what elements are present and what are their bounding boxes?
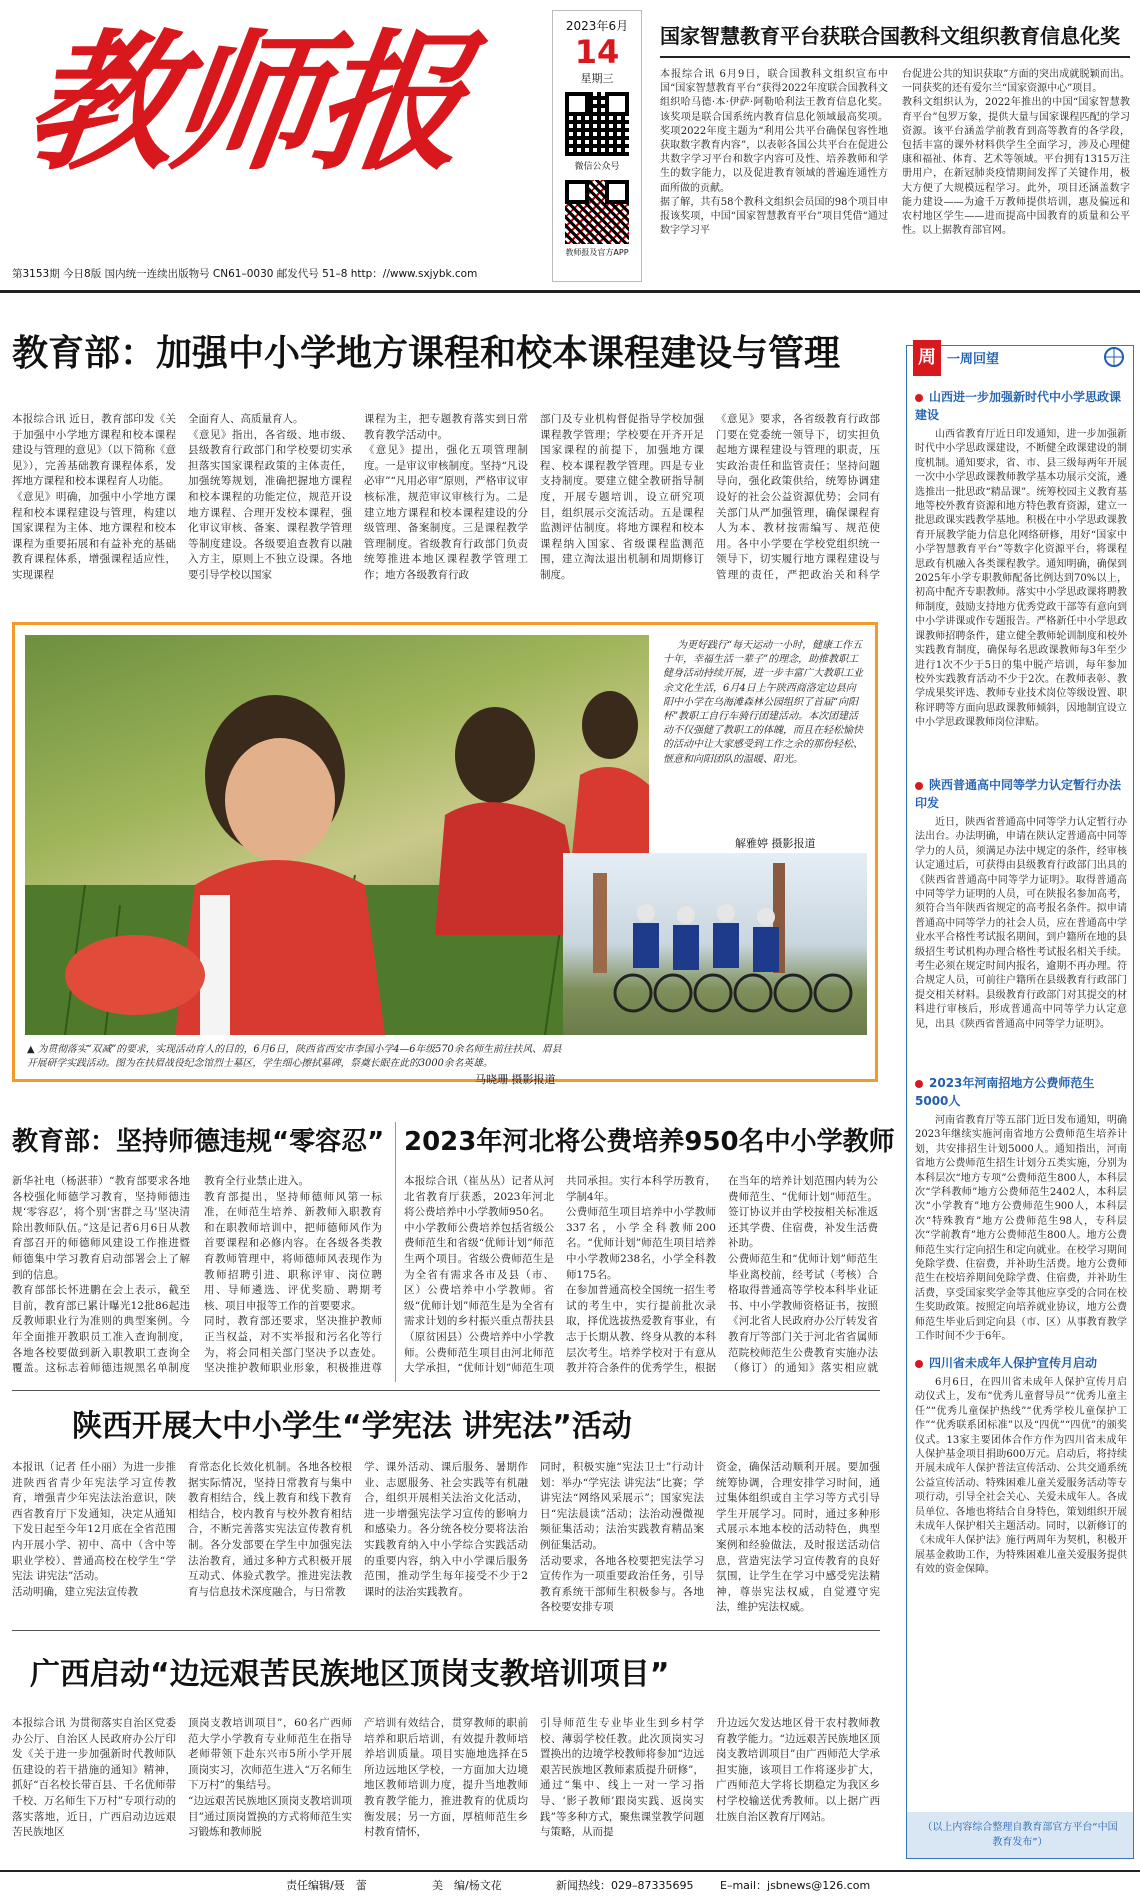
bullet-icon	[915, 1080, 923, 1088]
globe-icon	[1103, 346, 1125, 368]
ethics-col: 教育全行业禁止进入。 教育部提出，坚持师德师风第一标准，在师范生培养、新教师入职教育和在职教师培训中，把师德师风作为首要课程和必修内容。在各级各类教育教师管理中，将师德师风表现作为教师招聘引进、职称评审、岗位聘用、导师遴选、评优奖励、聘期考核、项目申报等工作的首要要求。 同时，教育部还要求，坚决推护教师正当权益，对不实举报和污名化等行为，将会同相关部门坚决予以查处。坚决推护教师职业形象，积极推进尊	[204, 1175, 382, 1374]
guangxi-col: 产培训有效结合，贯穿教师的职前培养和职后培训，有效提升教师培养培训质量。项目实施地选择在5所边远地区学校，一方面加大边境地区教师培训力度，提升当地教师教育教学能力，推进教育的优质均衡发展；另一方面，厚植师范生乡村教育情怀，	[364, 1717, 528, 1839]
main-story-headline: 教育部：加强中小学地方课程和校本课程建设与管理	[12, 333, 841, 374]
shaanxi-body	[12, 1460, 880, 1620]
top-story-headline: 国家智慧教育平台获联合国教科文组织教育信息化奖	[660, 22, 1130, 58]
footer-designer: 美 编/杨文花	[432, 1879, 502, 1892]
hebei-col: 本报综合讯（崔丛丛）记者从河北省教育厅获悉，2023年河北将公费培养中小学教师950名。 中小学教师公费培养包括省级公费师范生和省级“优师计划”师范生两个项目。省级公费师范生是为全省有需求各市及县（市、区）公费培养中小学教师。省级“优师计划”师范生是为全省有需求计划的乡村振兴重点帮扶县（原贫困县）公费培养中小学教师。公费师范生项目由河北师范大学承担，“优师计划”师范生项	[404, 1175, 554, 1374]
photo-students-planting[interactable]	[25, 635, 649, 1035]
shaanxi-col: 学、课外活动、课后服务、暑期作业、志愿服务、社会实践等有机融合，组织开展相关法治文化活动，进一步增强宪法学习宣传的影响力和感染力。各分统各校分要将法治实践教育纳入中小学综合实践活动的重要内容，纳入中小学课后服务范围，推动学生每年接受不少于2课时的法治实践教育。	[364, 1461, 528, 1598]
photo-side-caption: 为更好践行“每天运动一小时，健康工作五十年，幸福生活一辈子”的理念，助推教职工健身活动持续开展，进一步丰富广大教职工业余文化生活，6月4日上午陕西商洛定边县向阳中小学在乌海滩森林公园组织了首届“向阳杯”教职工自行车骑行团建活动。本次团建活动不仅强健了教职工的体魄，而且在轻松愉快的活动中让大家感受到工作之余的那份轻松、惬意和向阳团队的温暖、阳光。	[663, 640, 863, 765]
main-story-col: 本报综合讯 近日，教育部印发《关于加强中小学地方课程和校本课程建设与管理的意见》（以下简称《意见》），完善基础教育课程体系，发挥地方课程和校本课程育人功能。 《意见》明确，加强中小学地方课程和校本课程建设与管理，构建以国家课程为主体、地方课程和校本课程为重要拓展和有益补充的基础教育课程体系，增强课程适应性，实现课程	[12, 413, 176, 581]
sidebar-item-title: 2023年河南招地方公费师范生5000人	[915, 1076, 1095, 1108]
section-divider	[12, 1630, 880, 1631]
sidebar-item[interactable]	[915, 388, 1127, 768]
sidebar-title-char: 周	[913, 340, 941, 376]
main-story-col: 《意见》要求，各省级教育行政部门要在党委统一领导下，切实担负起地方课程建设与管理的职责，压实政治责任和监管责任；坚持问题导向，强化政策供给，统筹协调建设好的社会公益资源优势；会同有关部门从严加强管理，确保课程育人为本、教材按需编写、规范使用。各中小学要在学校党组织统一领导下，切实履行地方课程建设与管理的责任，严把政治关和科学	[716, 413, 880, 581]
weekday: 星期三	[580, 72, 614, 85]
date-year-month: 2023年6月	[565, 19, 629, 33]
sidebar-header	[907, 340, 1133, 376]
main-story-body	[12, 412, 880, 582]
sidebar-title-text: 一周回望	[947, 352, 1000, 367]
guangxi-col: 本报综合讯 为贯彻落实自治区党委办公厅、自治区人民政府办公厅印发《关于进一步加强新时代教师队伍建设的若干措施的通知》精神，抓好“百名校长带百县、千名优师带千校、万名师生下万村”专项行动的落实落地，近日，广西启动边远艰苦民族地区	[12, 1717, 176, 1839]
shaanxi-col: 本报讯（记者 任小丽）为进一步推进陕西省青少年宪法学习宣传教育，增强青少年宪法法治意识，陕西省教育厅下发通知，决定从通知下发日起至今年12月底在全省范围内开展小学、初中、高中（含中等职业学校）、普通高校在校学生“学宪法 讲宪法”活动。 活动明确，建立宪法宣传教	[12, 1461, 176, 1598]
shaanxi-col: 资金，确保活动顺利开展。要加强统筹协调，合理安排学习时间，通过集体组织或自主学习等方式引导学生开展学习。同时，通过多种形式展示本地本校的活动特色，典型案例和经验做法，及时报送活动信息，营造宪法学习宣传教育的良好氛围，让学生在学习中感受宪法精神，尊崇宪法权威，自觉遵守宪法，维护宪法权威。	[716, 1461, 880, 1614]
date-box	[552, 10, 642, 282]
footer-editor: 责任编辑/聂 蕾	[286, 1879, 367, 1892]
photo-cyclists[interactable]	[563, 853, 867, 1035]
hebei-body	[404, 1174, 880, 1374]
guangxi-headline: 广西启动“边远艰苦民族地区顶岗支教培训项目”	[30, 1657, 670, 1692]
top-story-col1: 本报综合讯 6月9日，联合国教科文组织宣布中国“国家智慧教育平台”获得2022年度联合国教科文组织哈马德·本·伊萨·阿勒哈利法王教育信息化奖。该奖项是联合国系统内教育信息化领域最高奖项。奖项2022年度主题为“利用公共平台确保包容性地获取数字教育内容”，以表彰各国公共平台在促进公共数字学习平台和数字内容可及性、培养教师和学生的数字能力，以及促进教育领域的普遍连通性方面所做的贡献。 据了解，共有58个教科文组织会员国的98个项目申报该奖项，中国“国家智慧教育平台”项目凭借“通过数字学习平	[660, 69, 888, 237]
ethics-body	[12, 1174, 382, 1374]
qr-code-wechat[interactable]	[565, 92, 629, 156]
sidebar-item-title: 山西进一步加强新时代中小学思政课建设	[915, 390, 1122, 422]
hebei-headline: 2023年河北将公费培养950名中小学教师	[404, 1127, 895, 1157]
masthead-title: 教师报	[15, 15, 472, 191]
ethics-col: 新华社电（杨湛菲）“教育部要求各地各校强化师德学习教育，坚持师德违规‘零容忍’，将个别‘害群之马’坚决清除出教师队伍。”这是记者6月6日从教育部召开的师德师风建设工作推进暨师德集中学习教育启动部署会上了解到的信息。 教育部部长怀进鹏在会上表示，截至目前，教育部已累计曝光12批86起违反教师职业行为准则的典型案例。今年全面推开教职员工准入查询制度，各地各校要做到新入职教职工查询全覆盖。这标志着师德违规黑名单制度	[12, 1175, 190, 1374]
shaanxi-headline: 陕西开展大中小学生“学宪法 讲宪法”活动	[72, 1409, 632, 1444]
photo-illustration	[25, 635, 649, 1035]
photo-bottom-caption: ▲ 为贯彻落实“双减”的要求，实现活动育人的目的，6月6日，陕西省西安市李国小学4—6年级570余名师生前往扶风、眉县开展研学实践活动。图为在扶眉战役纪念馆烈士墓区，学生细心擦拭墓碑，祭奠长眠在此的3000余名英雄。	[27, 1044, 562, 1069]
photo-feature	[12, 622, 878, 1086]
guangxi-col: 引导师范生专业毕业生到乡村学校、薄弱学校任教。此次顶岗实习置换出的边境学校教师将参加“边远艰苦民族地区教师素质提升研修”，通过“集中、线上一对一学习指导、‘影子教师’跟岗实践、返岗实践”等多种方式，聚焦课堂教学问题与策略，从而提	[540, 1717, 704, 1839]
qr-code-app[interactable]	[565, 180, 629, 244]
section-divider	[12, 1390, 880, 1391]
ethics-headline: 教育部：坚持师德违规“零容忍”	[12, 1127, 385, 1157]
hebei-col: 在当年的培养计划范围内转为公费师范生、“优师计划”师范生。签订协议并由学校按相关标准返还其学费、住宿费，补发生活费补助。 公费师范生和“优师计划”师范生毕业离校前，经考试（考核）合格取得普通高等学校本科毕业证书、中小学教师资格证书，按照《河北省人民政府办公厅转发省教育厅等部门关于河北省省属师范院校师范生公费教育实施办法（修订）的通知》落实相应就	[728, 1175, 878, 1374]
footer-email[interactable]: E–mail：jsbnews@126.com	[720, 1879, 871, 1892]
main-story-col: 全面育人、高质量育人。 《意见》指出，各省级、地市级、县级教育行政部门和学校要切实承担落实国家课程政策的主体责任，加强统筹规划，准确把握地方课程和校本课程的功能定位，规范开设地方课程、合理开发校本课程，强化审议审核、备案、课程教学管理等制度建设。各级要追查教育以融入方主，原则上不独立设课。各地要引导学校以国家	[188, 413, 352, 581]
sidebar-item-body: 近日，陕西省普通高中同等学力认定暂行办法出台。办法明确，申请在陕认定普通高中同等学力的人员，须满足办法中规定的条件，经审核认定通过后，可获得由县级教育行政部门出具的《陕西省普通高中同等学力证明》。取得普通高中同等学力证明的人员，可在陕报名参加高考，须符合当年陕西省规定的高考报名条件。拟申请普通高中同等学力的社会人员，应在普通高中学业水平合格性考试报名期间，到户籍所在地的县级招生考试机构办理合格性考试报名相关手续。考生必须在规定时间内报名，逾期不再办理。符合规定人员，可前往户籍所在县级教育行政部门提交相关材料。县级教育行政部门对其提交的材料进行审核后，形成普通高中同等学力认定意见，出具《陕西省普通高中同等学力证明》。	[915, 817, 1127, 1030]
footer-hotline: 新闻热线：029–87335695	[556, 1879, 694, 1892]
shaanxi-col: 育常态化长效化机制。各地各校根据实际情况，坚持日常教育与集中教育相结合，线上教育和线下教育相结合，校内教育与校外教育相结合，不断完善落实宪法宣传教育机制。各分发部要在学生中加强宪法法治教育，通过多种方式积极开展互动式、体验式教学。推进宪法教育与信息技术深度融合，与日常教	[188, 1461, 352, 1598]
top-story	[660, 22, 1130, 282]
sidebar-item-body: 山西省教育厅近日印发通知，进一步加强新时代中小学思政课建设，不断健全政课建设的制度机制。通知要求，省、市、县三级每两年开展一次中小学思政课教师教学基本功展示交流，遴选推出一批思政“精品课”。统筹校园主义教育基地等校外教育资源和地方特色教育资源，建立一批思政课实践教学基地。积极在中小学思政课教育开展教学能力信息化网络研修，用好“国家中小学智慧教育平台”等数字化资源平台，将课程思政有机融入各类课程教学。通知明确，确保到2025年小学专职教师配备比例达到70%以上，初高中配齐专职教师。落实中小学思政课将聘教师制度，鼓励支持地方优秀党政干部等有意向到中小学讲课或作专题报告。严格新任中小学思政课教师招聘条件，建立健全教师轮训制度和校外实践教育制度，确保每名思政课教师每3年至少进行1次不少于5日的集中脱产培训，每年参加校外实践教育活动不少于2次。在教师表彰、教学成果奖评选、教师专业技术岗位等级设置、职称评聘等方面向思政课教师倾斜，因地制宜设立中小学思政课教师岗位津贴。	[915, 429, 1127, 729]
guangxi-body	[12, 1716, 880, 1866]
sidebar-item-body: 河南省教育厅等五部门近日发布通知，明确2023年继续实施河南省地方公费师范生培养计划，共安排招生计划5000人。通知指出，河南省地方公费师范生招生计划分五类实施，分别为本科层次“地方专项”公费师范生800人，本科层次“学科教师”地方公费师范生2402人，本科层次“小学教育”地方公费师范生900人，本科层次“特殊教育”地方公费师范生98人，专科层次“学前教育”地方公费师范生800人。地方公费师范生实行定向招生和定向就业。在校学习期间免除学费、住宿费，并补助生活费。地方公费师范生在校培养期间免除学费、住宿费，并补助生活费，享受国家奖学金等其他应享受的合同在校生奖助政策。按照定向培养就业协议，地方公费师范生毕业后到定向县（市、区）从事教育教学工作时间不少于6年。	[915, 1115, 1127, 1342]
hebei-col: 共同承担。实行本科学历教育，学制4年。 公费师范生项目培养中小学教师337名，小学全科教师200名。“优师计划”师范生项目培养中小学教师238名，小学全科教师175名。 在参加普通高校全国统一招生考试的考生中，实行提前批次录取，择优选拔热爱教育事业，有志于长期从教、终身从教的本科层次考生。培养学校对于有意从教并符合条件的优秀学生，根据	[566, 1175, 716, 1374]
bullet-icon	[915, 394, 923, 402]
date-day: 14	[574, 33, 620, 71]
main-story-col: 课程为主，把专题教育落实到日常教育教学活动中。 《意见》提出，强化五项管理制度。一是审议审核制度。坚持“凡设必审”“凡用必审”原则，严格审议审核标准，规范审议审核行为。二是建立地方课程和校本课程建设的分级管理、备案制度。三是课程教学管理制度。省级教育行政部门负责统筹推进本地区课程教学管理工作；地方各级教育行政	[364, 413, 528, 581]
qr1-label: 微信公众号	[574, 162, 620, 172]
bullet-icon	[915, 1360, 923, 1368]
qr2-label: 教师报及官方APP	[565, 248, 629, 257]
main-story-col: 部门及专业机构督促指导学校加强课程教学管理；学校要在开齐开足国家课程的前提下，加强地方课程、校本课程教学管理。四是专业支持制度。要建立健全教研指导制度，开展专题培训，设立研究项目，组织展示交流活动。五是课程监测评估制度。将地方课程和校本课程纳入国家、省级课程监测范围，建立淘汰退出机制和周期修订制度。	[540, 413, 704, 581]
masthead-divider	[0, 290, 1140, 293]
info-line: 第3153期 今日8版 国内统一连续出版物号 CN61–0030 邮发代号 51–8 http：//www.sxjybk.com	[12, 268, 478, 280]
photo-illustration	[563, 853, 867, 1035]
sidebar-item-title: 四川省未成年人保护宣传月启动	[929, 1356, 1098, 1370]
photo-bottom-credit: 马晓珊 摄影报道	[475, 1073, 556, 1086]
guangxi-col: 升边远欠发达地区骨干农村教师教育教学能力。“边远艰苦民族地区顶岗支教培训项目”由广西师范大学承担实施，该项目工作将逐步扩大，广西师范大学将长期稳定为我区乡村学校输送优秀教师。以上据广西壮族自治区教育厅网站。	[716, 1717, 880, 1823]
footer-divider	[0, 1870, 1140, 1872]
column-divider	[395, 1122, 396, 1382]
sidebar-item[interactable]	[915, 776, 1127, 1066]
shaanxi-col: 同时，积极实施“宪法卫士”行动计划：举办“学宪法 讲宪法”比赛；学讲宪法“网络风采展示”；国家宪法日“宪法晨读”活动；法治动漫微视频征集活动；法治实践教育精品案例征集活动。 活动要求，各地各校要把宪法学习宣传作为一项重要政治任务，引导教育系统干部师生积极参与。各地各校要安排专项	[540, 1461, 704, 1614]
sidebar-item[interactable]	[915, 1074, 1127, 1344]
guangxi-col: 顶岗支教培训项目”，60名广西师范大学小学教育专业师范生在指导老师带领下赴东兴市5所小学开展顶岗实习，次师范生进入“万名师生下万村”的集结号。 “边远艰苦民族地区顶岗支教培训项目”通过顶岗置换的方式将师范生实习锻炼和教师脱	[188, 1717, 352, 1839]
sidebar-item-body: 6月6日，在四川省未成年人保护宣传月启动仪式上，发布“优秀儿童督导员”“优秀儿童主任”“优秀儿童保护热线”“优秀学校儿童保护工作”“优秀联系团标准”以及“四优”“四优”的颁奖仪式。13家主要团体合作方作为四川省未成年人保护基金项目捐助600万元。启动后，将持续开展未成年人保护普法宣传活动、公共交通系统公益宣传活动、特殊困难儿童关爱服务活动等专项行动，引导全社会关心、关爱未成年人。各成员单位、各地也将结合自身特色，策划组织开展未成年人保护相关主题活动。同时，以新修订的《未成年人保护法》施行两周年为契机，积极开展基金救助工作，为特殊困难儿童关爱服务提供有效的资金保障。	[915, 1377, 1127, 1576]
top-story-col2: 台促进公共的知识获取”方面的突出成就脱颖而出。一同获奖的还有爱尔兰“国家资源中心”项目。 教科文组织认为，2022年推出的中国“国家智慧教育平台”包罗万象，提供大量与国家课程匹配的学习资源。该平台涵盖学前教育到高等教育的各学段，包括丰富的课外材料供学生全面学习，涉及心理健康和福祉、体育、艺术等领域。平台拥有1315万注册用户，在新冠肺炎疫情期间发挥了关键作用，极大方便了大规模远程学习。此外，项目还涵盖数字能力建设——为逾千万教师提供培训，惠及偏远和农村地区学生——进而提高中国教育的质量和公平性。以上据教育部官网。	[902, 69, 1130, 237]
sidebar-footer: （以上内容综合整理自教育部官方平台“中国教育发布”）	[907, 1812, 1133, 1858]
sidebar-item[interactable]	[915, 1354, 1127, 1784]
weekly-review-sidebar	[906, 345, 1134, 1859]
photo-side-credit: 解雅婷 摄影报道	[735, 837, 816, 850]
bullet-icon	[915, 782, 923, 790]
sidebar-item-title: 陕西普通高中同等学力认定暂行办法印发	[915, 778, 1122, 810]
footer	[0, 1876, 1140, 1896]
